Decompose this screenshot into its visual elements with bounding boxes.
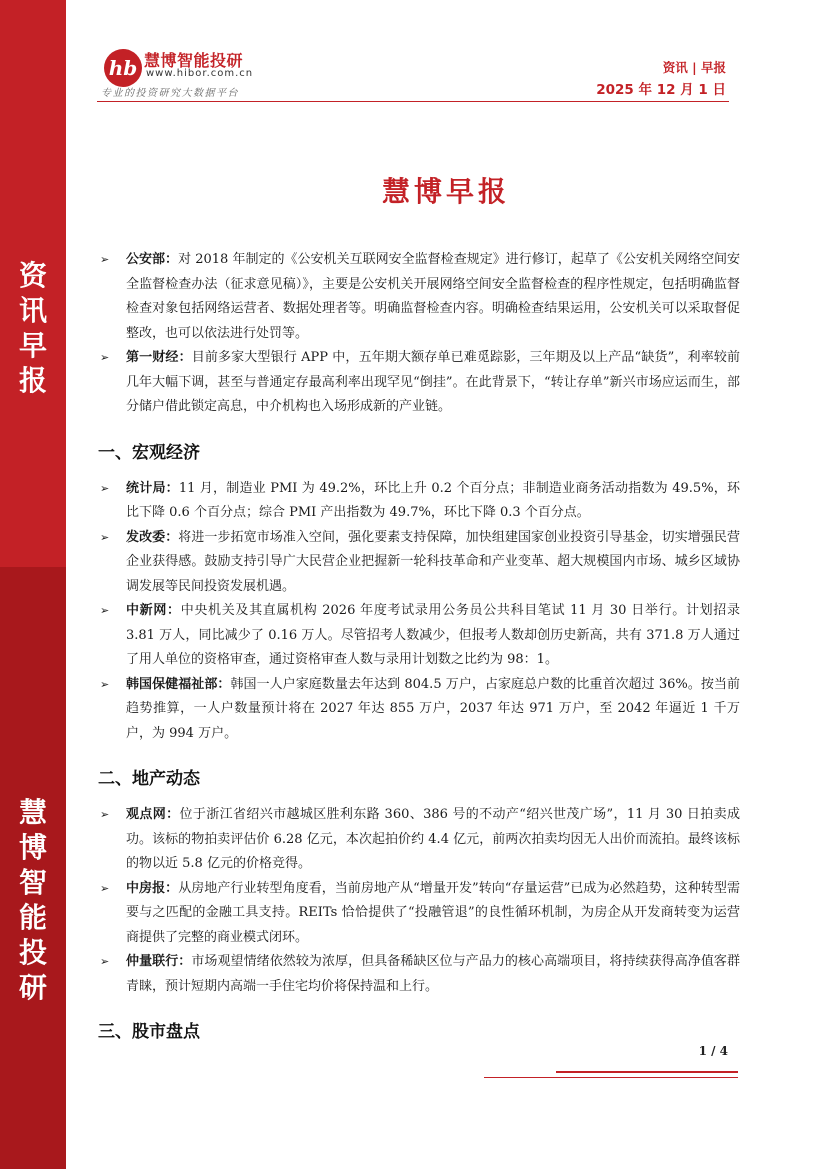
news-source: 发改委： xyxy=(126,529,179,545)
arrow-bullet-icon: ➢ xyxy=(100,881,110,895)
news-text: 位于浙江省绍兴市越城区胜利东路 360、386 号的不动产“绍兴世茂广场”，11 月 30 日拍卖成功。该标的物拍卖评估价 6.28 亿元，本次起拍价约 4.4 亿元，前两次拍卖均因无人出价而流拍。最终该标的物以近 5.8 亿元的价格竞得。 xyxy=(126,807,740,871)
news-item xyxy=(98,346,740,420)
news-text: 韩国一人户家庭数量去年达到 804.5 万户，占家庭总户数的比重首次超过 36%。按当前趋势推算，一人户数量预计将在 2027 年达 855 万户，2037 年达 971 万户，至 2042 年逼近 1 千万户，为 994 万户。 xyxy=(126,676,740,741)
news-source: 统计局： xyxy=(126,480,179,496)
section-heading: 一、宏观经济 xyxy=(98,442,200,463)
sidebar-char: 博 xyxy=(18,831,47,864)
section-heading: 三、股市盘点 xyxy=(98,1022,200,1042)
svg-text:hb: hb xyxy=(108,56,138,80)
header-category: 资讯 | 早报 xyxy=(662,60,726,75)
arrow-bullet-icon: ➢ xyxy=(100,530,110,544)
news-text: 11 月，制造业 PMI 为 49.2%，环比上升 0.2 个百分点；非制造业商务活动指数为 49.5%，环比下降 0.6 个百分点；综合 PMI 产出指数为 49.7%，环比下降 0.3 个百分点。 xyxy=(126,480,740,520)
footer-divider xyxy=(556,1071,738,1073)
news-item xyxy=(98,248,740,346)
sidebar-char: 资 xyxy=(18,259,47,292)
logo xyxy=(103,46,303,102)
header-meta xyxy=(596,58,726,98)
sidebar-char: 早 xyxy=(18,329,47,362)
sidebar-char: 智 xyxy=(18,866,47,899)
news-item xyxy=(98,877,740,951)
arrow-bullet-icon: ➢ xyxy=(100,351,110,364)
sidebar xyxy=(0,0,66,1169)
sidebar-char: 能 xyxy=(18,901,47,934)
news-item xyxy=(98,477,740,526)
news-text: 将进一步拓宽市场准入空间，强化要素支持保障，加快组建国家创业投资引导基金，切实增强民营企业获得感。鼓励支持引导广大民营企业把握新一轮科技革命和产业变革、超大规模国内市场、城乡区域协调发展等民间投资发展机遇。 xyxy=(126,529,740,594)
arrow-bullet-icon: ➢ xyxy=(100,481,110,495)
news-source: 中房报： xyxy=(126,880,179,896)
news-source: 韩国保健福祉部： xyxy=(126,676,231,692)
news-text: 市场观望情绪依然较为浓厚，但具备稀缺区位与产品力的核心高端项目，将持续获得高净值客群青睐，预计短期内高端一手住宅均价将保持温和上行。 xyxy=(126,954,740,994)
hibor-logo-icon xyxy=(103,48,143,88)
sidebar-label-news xyxy=(0,258,66,398)
news-item xyxy=(98,803,740,877)
arrow-bullet-icon: ➢ xyxy=(100,677,110,691)
arrow-bullet-icon: ➢ xyxy=(100,253,110,266)
news-source: 观点网： xyxy=(126,807,180,822)
news-source: 中新网： xyxy=(126,603,181,618)
logo-name: 慧博智能投研 xyxy=(144,51,244,70)
sidebar-char: 报 xyxy=(18,364,47,397)
footer-divider-thin xyxy=(484,1077,738,1078)
logo-url: www.hibor.com.cn xyxy=(146,68,254,79)
logo-slogan: 专业的投资研究大数据平台 xyxy=(101,88,239,99)
page-number: 1 / 4 xyxy=(698,1044,728,1058)
news-text: 目前多家大型银行 APP 中，五年期大额存单已难觅踪影，三年期及以上产品“缺货”，利率较前几年大幅下调，甚至与普通定存最高利率出现罕见“倒挂”。在此背景下，“转让存单”新兴市场应运而生，部分储户借此锁定高息，中介机构也入场形成新的产业链。 xyxy=(126,350,740,414)
news-text: 对 2018 年制定的《公安机关互联网安全监督检查规定》进行修订，起草了《公安机关网络空间安全监督检查办法（征求意见稿）》，主要是公安机关开展网络空间安全监督检查的程序性规定，包括明确监督检查对象包括网络运营者、数据处理者等。明确监督检查内容。明确检查结果运用，公安机关可以采取督促整改，也可以依法进行处罚等。 xyxy=(126,252,740,341)
news-source: 仲量联行： xyxy=(126,954,192,969)
header-divider xyxy=(97,101,729,102)
news-source: 公安部： xyxy=(126,252,179,267)
page-title: 慧博早报 xyxy=(381,175,510,208)
news-item xyxy=(98,526,740,600)
sidebar-char: 讯 xyxy=(18,294,47,327)
news-source: 第一财经： xyxy=(126,350,192,365)
news-text: 从房地产行业转型角度看，当前房地产从“增量开发”转向“存量运营”已成为必然趋势，这种转型需要与之匹配的金融工具支持。REITs 恰恰提供了“投融管退”的良性循环机制，为房企从开发商转变为运营商提供了完整的商业模式闭环。 xyxy=(126,880,740,945)
sidebar-char: 投 xyxy=(18,936,47,969)
arrow-bullet-icon: ➢ xyxy=(100,808,110,821)
arrow-bullet-icon: ➢ xyxy=(100,604,110,617)
sidebar-char: 研 xyxy=(18,971,47,1004)
header-date: 2025 年 12 月 1 日 xyxy=(596,82,726,98)
section-heading: 二、地产动态 xyxy=(98,769,200,789)
news-item xyxy=(98,950,740,999)
arrow-bullet-icon: ➢ xyxy=(100,955,110,968)
sidebar-label-brand xyxy=(0,795,66,1005)
sidebar-char: 慧 xyxy=(18,796,47,829)
news-item xyxy=(98,599,740,673)
news-item xyxy=(98,673,740,747)
news-text: 中央机关及其直属机构 2026 年度考试录用公务员公共科目笔试 11 月 30 日举行。计划招录 3.81 万人，同比减少了 0.16 万人。尽管招考人数减少，但报考人数却创历史新高，共有 371.8 万人通过了用人单位的资格审查，通过资格审查人数与录用计划数之比约为 98：1。 xyxy=(126,603,740,667)
main-content xyxy=(98,248,740,1056)
